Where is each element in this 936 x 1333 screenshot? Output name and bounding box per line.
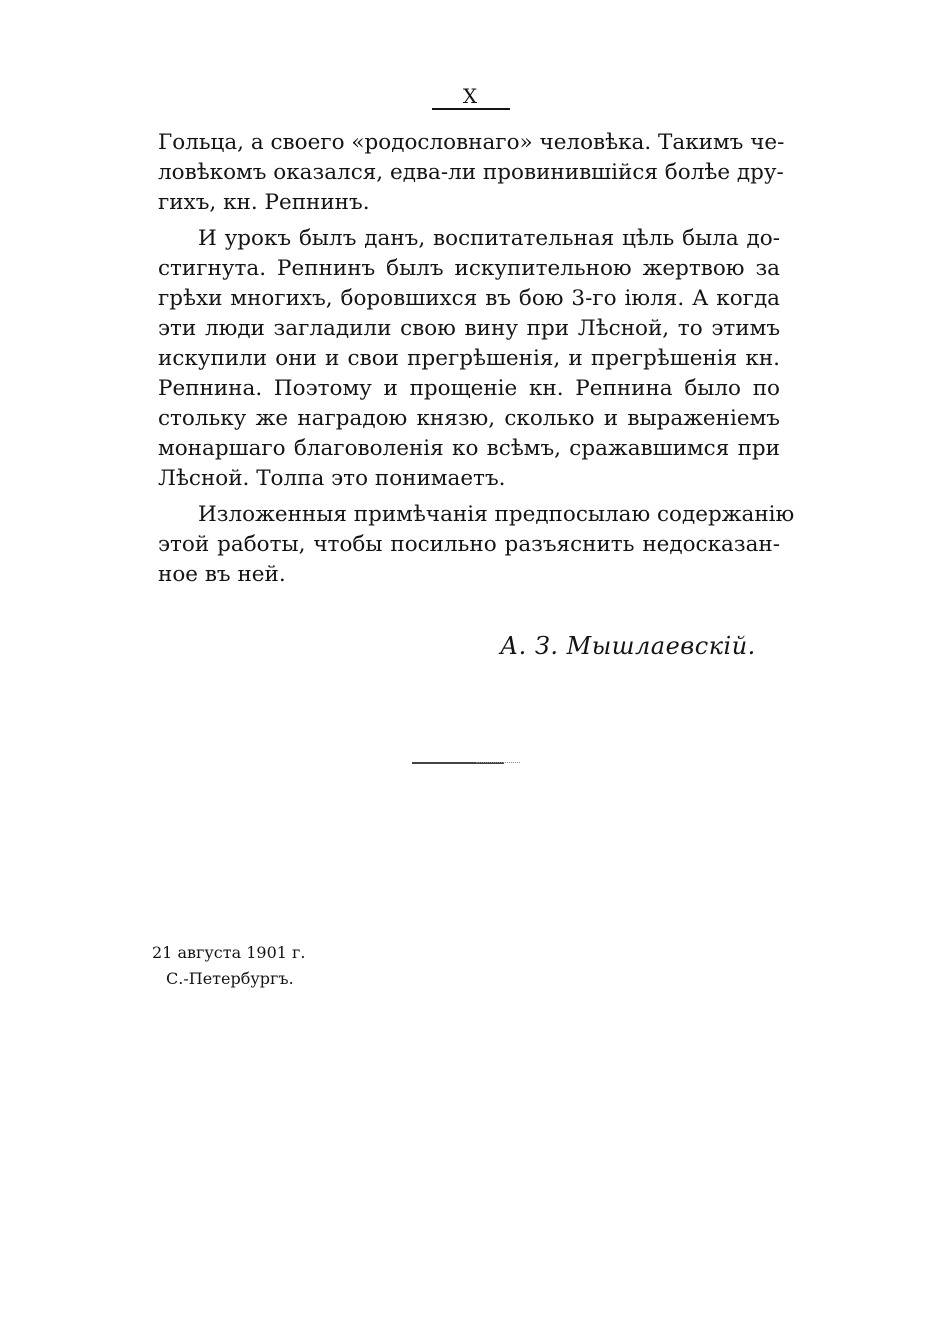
text-line: Гольца, а своего «родословнаго» человѣка. Такимъ че- — [158, 130, 785, 155]
text-line: Репнина. Поэтому и прощеніе кн. Репнина было по — [158, 376, 780, 401]
text-line: стигнута. Репнинъ былъ искупительною жертвою за — [158, 256, 780, 281]
text-line: эти люди загладили свою вину при Лѣсной, то этимъ — [158, 316, 780, 341]
text-line: И урокъ былъ данъ, воспитательная цѣль была до- — [198, 226, 780, 251]
text-line: искупили они и свои прегрѣшенія, и прегрѣшенія кн. — [158, 346, 780, 371]
paragraph-3 — [158, 500, 795, 590]
text-line: этой работы, чтобы посильно разъяснить недосказан- — [158, 532, 780, 557]
page-number: X — [462, 84, 478, 108]
author-signature: А. З. Мышлаевскій. — [500, 632, 756, 660]
text-line: гихъ, кн. Репнинъ. — [158, 190, 370, 215]
text-line: ловѣкомъ оказался, едва-ли провинившійся болѣе дру- — [158, 160, 784, 185]
text-line: стольку же наградою князю, сколько и выраженіемъ — [158, 406, 780, 431]
text-line: ное въ ней. — [158, 562, 286, 587]
paragraph-1 — [158, 128, 785, 218]
text-line: Изложенныя примѣчанія предпосылаю содержанію — [198, 502, 795, 527]
body-text — [158, 128, 795, 590]
end-rule-divider — [412, 762, 504, 764]
dateline-date: 21 августа 1901 г. — [152, 943, 306, 962]
paragraph-2 — [158, 224, 780, 494]
text-line: монаршаго благоволенія ко всѣмъ, сражавшимся при — [158, 436, 780, 461]
text-line: Лѣсной. Толпа это понимаетъ. — [158, 466, 506, 491]
dateline-place: С.-Петербургъ. — [166, 969, 294, 988]
text-line: грѣхи многихъ, боровшихся въ бою 3-го іюля. А когда — [158, 286, 780, 311]
dateline — [152, 940, 306, 992]
page-number-underline — [432, 108, 510, 110]
